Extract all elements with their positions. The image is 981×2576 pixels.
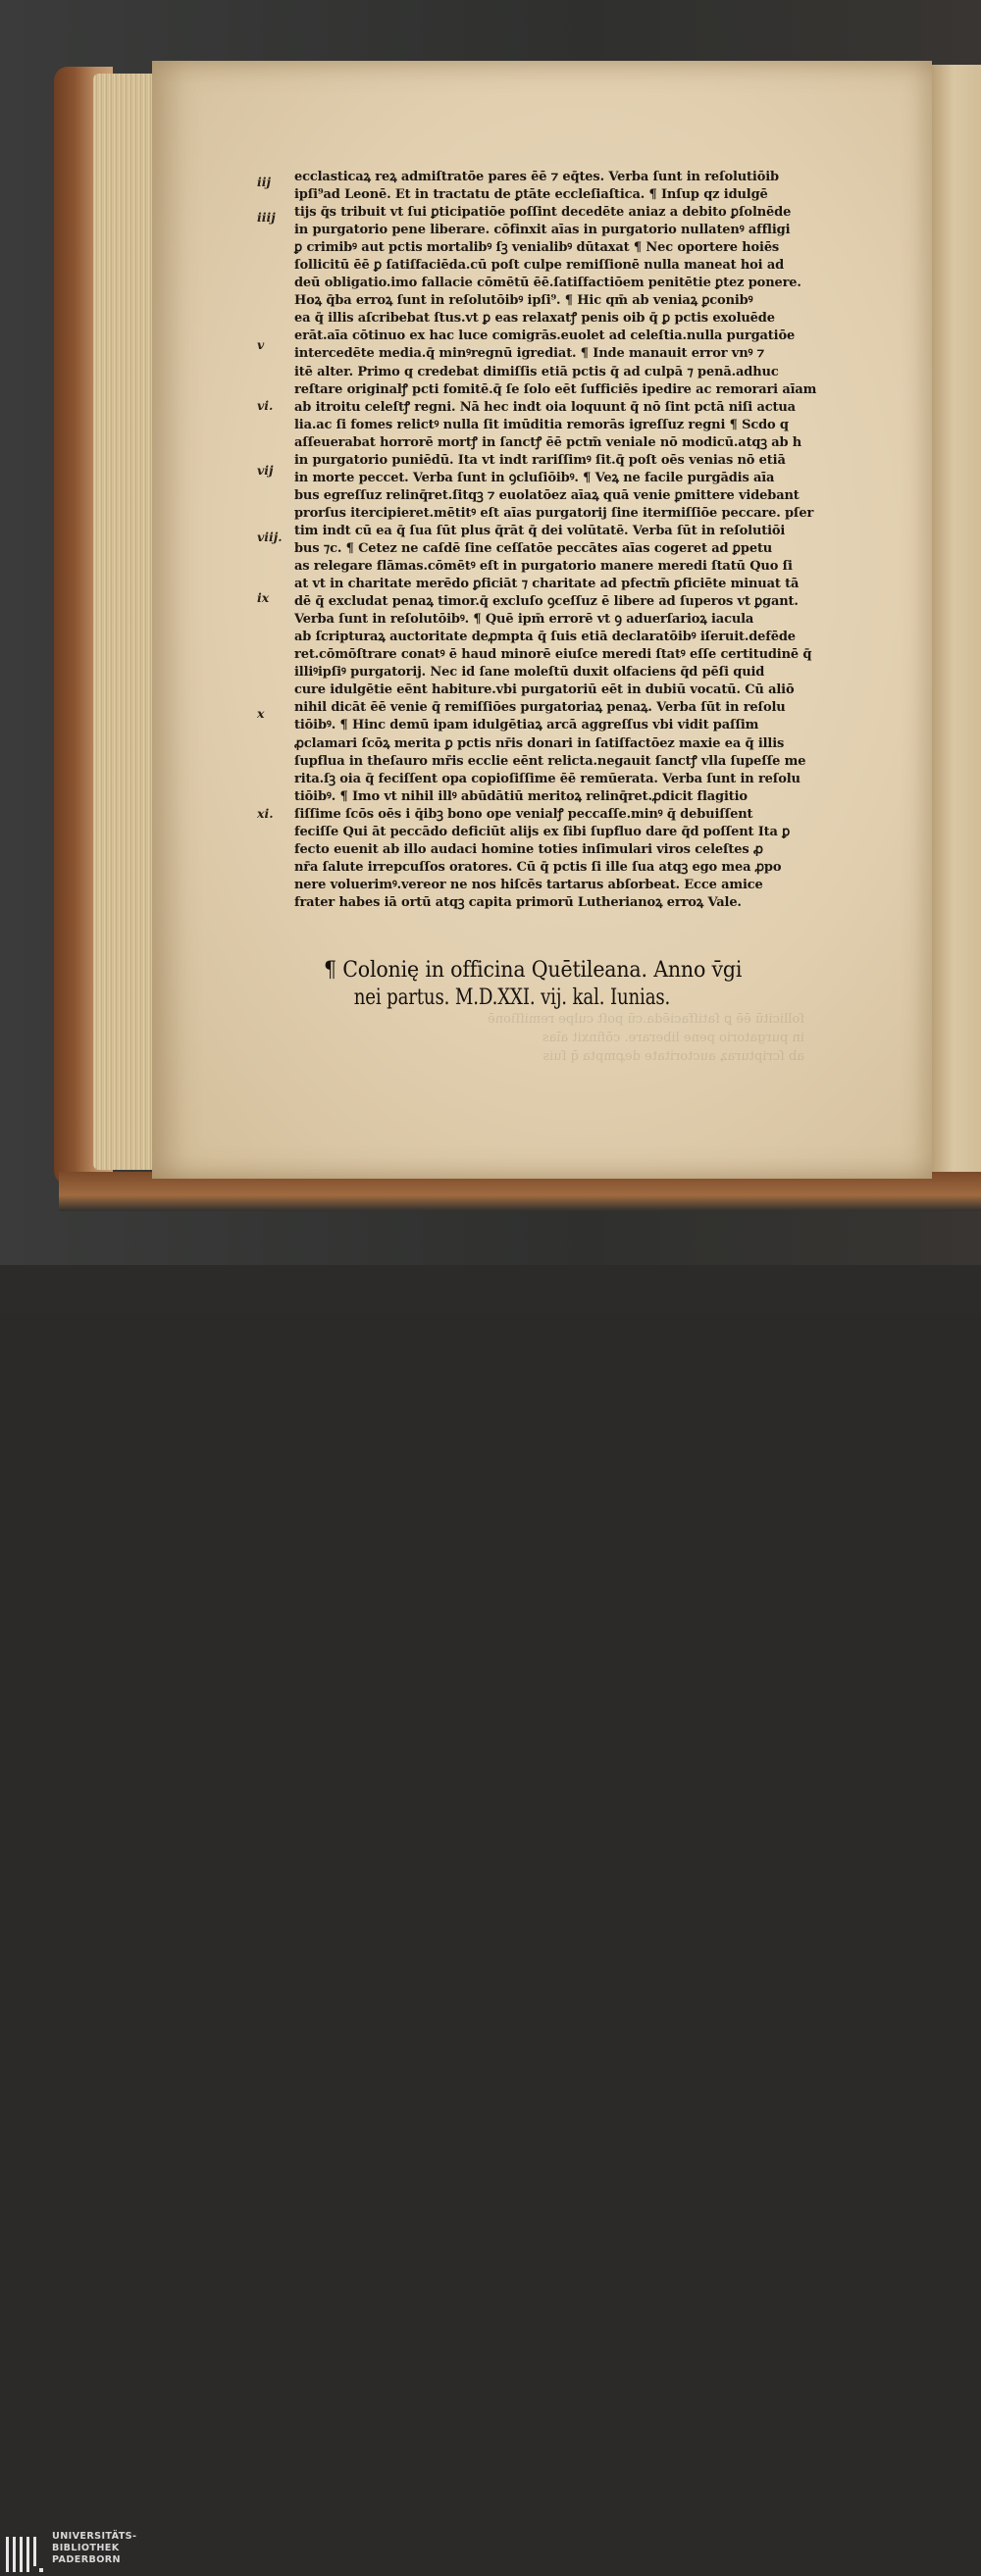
text-line: tiōibꝰ. ¶ Imo vt nihil illꝰ abūdātiū meritoꝝ relinq̄ret.ꝓdicit flagitio (294, 788, 748, 804)
margin-numeral: ix (257, 590, 270, 605)
text-line: tiōibꝰ. ¶ Hinc demū ipam idulgētiaꝝ arcā aggreſſus vbi vidit paſſim (294, 718, 759, 733)
text-line: illiꝰipſiꝰ purgatorij. Nec id ſane moleſtū duxit olfaciens q̄d pēſi quid (294, 665, 765, 681)
text-line: Hoꝝ q̄ba erroꝝ ſunt in reſolutōibꝰ ipſi⁹. ¶ Hic qm̄ ab veniaꝝ ꝑconibꝰ (294, 293, 753, 309)
text-line: at vt in charitate merēdo ꝑficiāt ⁊ charitate ad pfectm̄ ꝑficiēte minuat tā (294, 577, 800, 592)
library-name-line: BIBLIOTHEK (52, 2543, 120, 2553)
text-line: lia.ac ſi fomes relictꝰ nulla ſit imūditia remorās igreſſuz regni ¶ Scdo q (294, 417, 789, 432)
margin-numeral: viij. (257, 530, 283, 544)
text-line: in purgatorio puniēdū. Ita vt indt rariſſimꝰ ſit.q̄ poſt oēs venias nō etiā (294, 452, 786, 468)
text-line: cure idulgētie eēnt habiture.vbi purgatoriū eēt in dubiū vocatū. Cū aliō (294, 682, 795, 698)
margin-numeral: v (257, 337, 265, 352)
text-line: bus egreſſuz relinq̄ret.ſitqꝫ ⁊ euolatōez aīaꝝ quā venie ꝑmittere videbant (294, 487, 800, 503)
margin-numeral: iij (257, 175, 272, 189)
colophon-line: nei partus. M.D.XXI. vij. kal. Iunias. (353, 985, 671, 1010)
library-name-line: PADERBORN (52, 2554, 121, 2565)
text-line: prorſus itercipieret.mētitꝰ eſt aīas purgatorij ſine itermiſſiōe peccare. pſer (294, 505, 814, 521)
text-line: dē q̄ excludat penaꝝ timor.q̄ excluſo ꝯceſſuz ē libere ad ſuperos vt ꝑgant. (294, 594, 799, 610)
text-line: aſſeuerabat horrorē mortꝭ in ſanctꝭ ēē pctm̄ veniale nō modicū.atqꝫ ab h (294, 434, 802, 450)
text-line: ret.cōmōſtrare conatꝰ ē haud minorē eiuſce meredi ſtatꝰ eſſe certitudinē q̄ (294, 647, 812, 663)
text-line: ꝑ crimibꝰ aut pctis mortalibꝰ ſꝫ venialibꝰ dūtaxat ¶ Nec oportere hoiēs (294, 240, 780, 256)
margin-numeral: vi. (257, 398, 274, 413)
body-text (294, 169, 824, 912)
text-line: ipſi⁹ad Leonē. Et in tractatu de ꝑtāte eccleſiaſtica. ¶ Inſup qz idulgē (294, 187, 768, 203)
text-line: fecto euenit ab illo audaci homine toties inſimulari viros celeſtes ꝓ (294, 841, 763, 857)
text-line: ꝓclamari ſcōꝝ merita ꝑ pctis nr̄is donari in ſatiſfactōez maxie ea q̄ illis (294, 735, 785, 751)
text-line: in morte peccet. Verba ſunt in ꝯcluſiōibꝰ. ¶ Veꝝ ne facile purgādis aīa (294, 470, 775, 485)
text-line: as relegare flāmas.cōmētꝰ eſt in purgatorio manere meredi ſtatū Quo ſi (294, 559, 793, 575)
text-line: nihil dicāt ēē venie q̄ remiſſiōes purgatoriaꝝ penaꝝ. Verba ſūt in reſolu (294, 700, 786, 716)
text-line: ecclasticaꝝ reꝝ admiſtratōe pares ēē ⁊ eq̄tes. Verba ſunt in reſolutiōib (294, 170, 779, 184)
library-footer (0, 1265, 981, 2565)
text-line: intercedēte media.q̄ minꝰregnū igrediat. ¶ Inde manauit error vnꝰ ⁊ (294, 346, 764, 362)
colophon (324, 956, 834, 1011)
scan-area (0, 0, 981, 1265)
text-line: tijs q̄s tribuit vt ſui ꝑticipatiōe poſſint decedēte aniaz a debito ꝑſolnēde (294, 205, 792, 221)
text-line: erāt.aīa cōtinuo ex hac luce comigrās.euolet ad celeſtia.nulla purgatiōe (294, 328, 796, 344)
text-line: ab ſcripturaꝝ auctoritate deꝓmpta q̄ ſuis etiā declaratōibꝰ iſeruit.defēde (294, 630, 796, 645)
text-line: ſupflua in theſauro mr̄is ecclie eēnt relicta.negauit ſanctꝭ vlla ſupeſſe me (294, 753, 806, 769)
show-through-text: ſollicitū ēē ꝑ ſatiſfaciēda.cū poſt culpe remiſſionē in purgatorio pene liberare. cōfinxit aīas ab ſcripturaꝝ auctoritate deꝓmpta q̄ ſuis (488, 1012, 804, 1064)
text-line: feciſſe Qui āt peccādo deficiūt alijs ex ſibi ſupfluo dare q̄d poſſent Ita ꝑ (294, 824, 791, 839)
text-line: ea q̄ illis aſcribebat ſtus.vt ꝑ eas relaxatꝭ penis oib q̄ ꝑ pctis exoluēde (294, 311, 775, 327)
text-line: nr̄a ſalute irrepcuſſos oratores. Cū q̄ pctis ſi ille ſua atqꝫ ego mea ꝓpo (294, 859, 782, 875)
text-line: deū obligatio.imo fallacie cōmētū ēē.ſatiſfactiōem penitētie ꝑtez ponere. (294, 276, 801, 291)
text-line: rita.ſꝫ oia q̄ feciſſent opa copioſiſſime ēē remūerata. Verba ſunt in reſolu (294, 771, 800, 786)
margin-numeral: xi. (257, 806, 274, 821)
library-logo-icon (4, 2533, 43, 2576)
text-line: ſiſſime ſcōs oēs i q̄ibꝫ bono ope venialꝭ peccaſſe.minꝰ q̄ debuiſſent (294, 806, 753, 822)
text-line: itē alter. Primo q credebat dimiſſis etiā pctis q̄ ad culpā ⁊ penā.adhuc (294, 364, 779, 379)
text-line: tim indt cū ea q̄ ſua ſūt plus q̄rāt q̄ dei volūtatē. Verba ſūt in reſolutiōi (294, 523, 786, 538)
text-line: in purgatorio pene liberare. cōfinxit aīas in purgatorio nullatenꝰ affligi (294, 223, 791, 238)
library-name (52, 2531, 136, 2566)
text-line: nere voluerimꝰ.vereor ne nos hiſcēs tartarus abſorbeat. Ecce amice (294, 877, 763, 892)
text-line: frater habes iā ortū atqꝫ capita primorū Lutherianoꝝ erroꝝ Vale. (294, 894, 742, 910)
text-line: ſollicitū ēē ꝑ ſatiſfaciēda.cū poſt culpe remiſſionē nulla maneat hoi ad (294, 258, 785, 274)
margin-numeral: vij (257, 463, 274, 478)
margin-numeral: x (257, 706, 265, 721)
text-line: bus ⁊c. ¶ Cetez ne caſdē ſine ceſſatōe peccātes aīas cogeret ad ꝑpetu (294, 540, 773, 556)
colophon-line: ¶ Colonię in officina Quētileana. Anno v̄gi (324, 957, 743, 983)
facing-page-edge (930, 65, 981, 1173)
text-line: Verba ſunt in reſolutōibꝰ. ¶ Quē ipm̄ errorē vt ꝯ aduerſarioꝝ iacula (294, 612, 754, 628)
text-line: reſtare originalꝭ pcti fomitē.q̄ ſe ſolo eēt ſufficiēs ipedire ac remorari aīam (294, 381, 817, 397)
margin-numeral: iiij (257, 210, 276, 225)
text-line: ab itroitu celeſtꝭ regni. Nā hec indt oia loquunt q̄ nō ſint pctā niſi actua (294, 399, 796, 415)
library-name-line: UNIVERSITÄTS- (52, 2531, 137, 2542)
